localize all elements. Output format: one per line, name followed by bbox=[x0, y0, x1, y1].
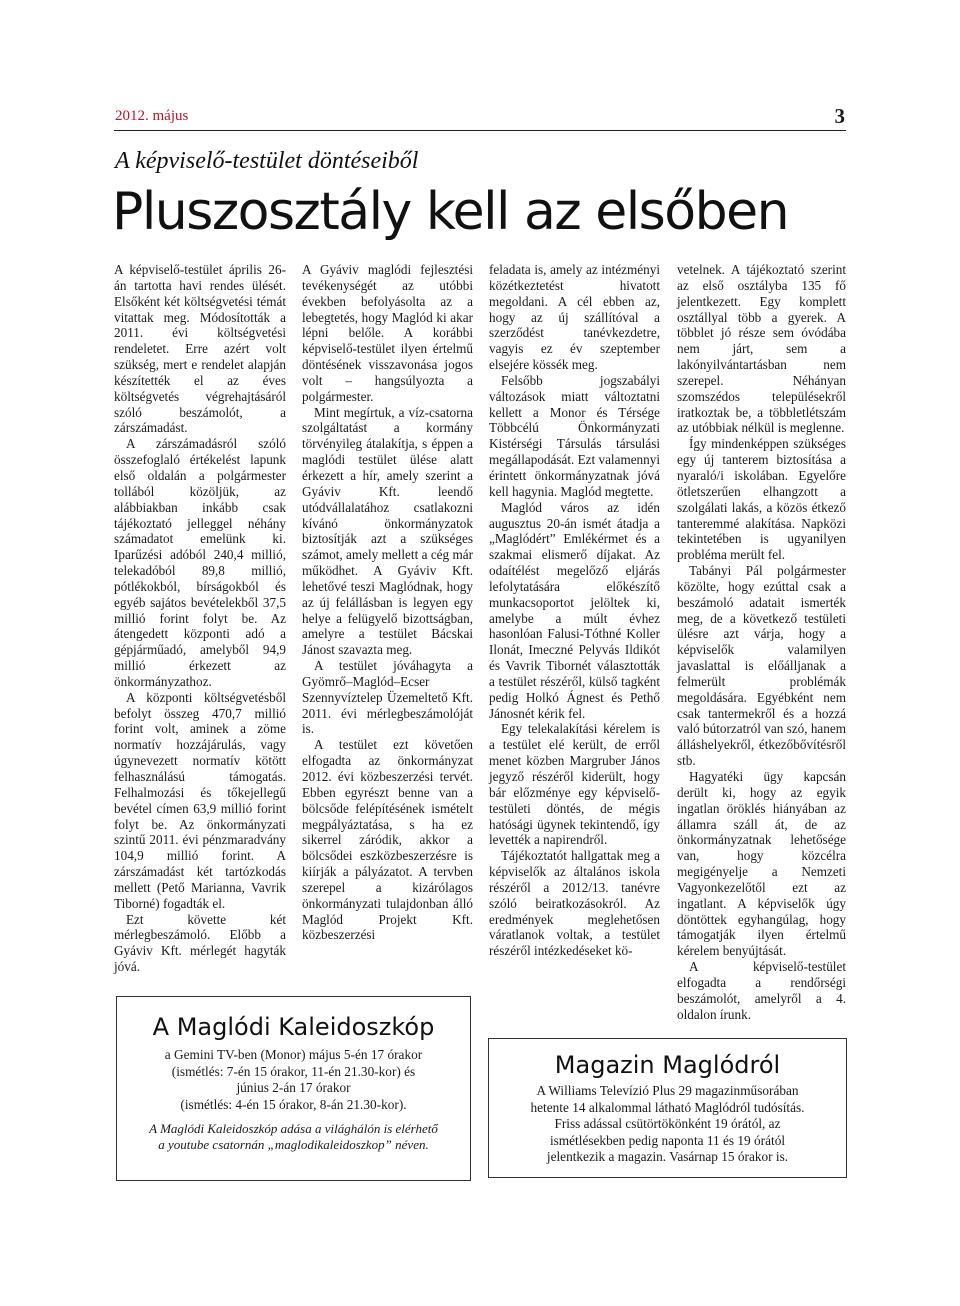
box-line: ismétlésekben pedig naponta 11 és 19 órától bbox=[549, 1132, 786, 1148]
box-line: A Williams Televízió Plus 29 magazinműsorában bbox=[536, 1083, 799, 1098]
box-line: június 2-án 17 órakor bbox=[236, 1080, 351, 1096]
paragraph: Így mindenképpen szükséges egy új tanterem biztosítása a nyaraló/i iskolában. Egyelőre ötletszerűen elhangzott a szolgálati lakás, a közös étkező tanteremmé alakítása. Napközi tekintetében is ugyanilyen probléma merült fel. bbox=[677, 436, 846, 563]
box-line: (ismétlés: 7-én 15 órakor, 11-én 21.30-kor) és bbox=[171, 1063, 416, 1079]
article-column-4 bbox=[677, 262, 846, 1023]
box-line: (ismétlés: 4-én 15 órakor, 8-án 21.30-kor). bbox=[180, 1096, 407, 1112]
header-divider bbox=[114, 130, 846, 131]
article-headline: Pluszosztály kell az elsőben bbox=[112, 182, 789, 242]
paragraph: A Gyáviv maglódi fejlesztési tevékenységét az utóbbi években befolyásolta az a lebegtetés, hogy Maglód ki akar lépni belőle. A korábbi képviselő-testület ilyen értelmű döntésének visszavonása jogos volt – hangsúlyozta a polgármester. bbox=[302, 262, 473, 404]
box-line: a Gemini TV-ben (Monor) május 5-én 17 órakor bbox=[164, 1047, 423, 1062]
box-line: hetente 14 alkalommal látható Maglódról tudósítás. bbox=[530, 1099, 805, 1115]
box-note-line: a youtube csatornán „maglodikaleidoszkop” néven. bbox=[158, 1137, 429, 1153]
paragraph: Egy telekalakítási kérelem is a testület elé került, de erről menet közben Margruber János jegyző részéről kiderült, hogy bár előzménye egy képviselő-testületi döntés, de mégis hatósági ügynek tekintendő, így levették a napirendről. bbox=[489, 721, 660, 848]
page-number: 3 bbox=[834, 104, 845, 128]
box-note bbox=[117, 1121, 470, 1153]
paragraph: A központi költségvetésből befolyt összeg 470,7 millió forint volt, aminek a zöme normatív hozzájárulás, vagy úgynevezett normatív kötött felhasználású támogatás. Felhalmozási és tőkejellegű bevétel címen 63,9 millió forint folyt be. Az önkormányzati szintű 2011. évi pénzmaradvány 104,9 millió forint. A zárszámadást két tartózkodás mellett (Pető Marianna, Vavrik Tiborné) fogadták el. bbox=[114, 689, 286, 911]
article-column-1 bbox=[114, 262, 286, 975]
paragraph: Felsőbb jogszabályi változások miatt változtatni kellett a Monor és Térsége Többcélú Önkormányzati Kistérségi Társulás társulási megállapodását. Ezt valamennyi érintett önkormányzatnak jóvá kell hagynia. Maglód megtette. bbox=[489, 372, 661, 499]
paragraph: A zárszámadásról szóló összefoglaló értékelést lapunk első oldalán a polgármester tollából közöljük, az alábbiakban inkább csak tájékoztató jelleggel néhány számadatot emelünk ki. Iparűzési adóból 240,4 millió, telekadóból 89,8 millió, pótlékokból, bírságokból és egyéb sajátos bevételekből 37,5 millió forint folyt be. Az átengedett központi adó a gépjárműadó, amelyből 94,9 millió érkezett az önkormányzathoz. bbox=[114, 436, 286, 689]
paragraph: Maglód város az idén augusztus 20-án ismét átadja a „Maglódért” Emlékérmet és a szakmai elismerő díjakat. Az odaítélést megelőző eljárás lefolytatására előkészítő munkacsoportot jelöltek ki, amelybe a múlt évhez hasonlóan Falusi-Tóthné Koller Ilonát, Imeczné Pelyvás Ildikót és Vavrik Tibornét választották a testület részéről, külső tagként pedig Holkó Ágnest és Pethő Jánosnét kérik fel. bbox=[489, 499, 660, 721]
paragraph: Tabányi Pál polgármester közölte, hogy ezúttal csak a beszámoló adatait ismerték meg, de a következő testületi ülésre azt várja, hogy a képviselők valamilyen javaslattal is előálljanak a felmerült problémák megoldására. Egyébként nem csak tantermekről és a hozzá való bútorzatról van szó, hanem álláshelyekről, étkezőbővítésről stb. bbox=[677, 563, 846, 769]
paragraph: Tájékoztatót hallgattak meg a képviselők az általános iskola részéről a 2012/13. tanévre szóló beiratkozásokról. Az eredmények meglehetősen váratlanok voltak, a testület részéről intézkedéseket kö- bbox=[489, 848, 660, 959]
section-kicker: A képviselő-testület döntéseiből bbox=[115, 148, 419, 174]
paragraph: Hagyatéki ügy kapcsán derült ki, hogy az egyik ingatlan öröklés hiányában az államra száll át, de az önkormányzatnak lehetősége van, hogy közcélra megigényelje a Nemzeti Vagyonkezelőtől ezt az ingatlant. A képviselők úgy döntöttek egyhangúlag, hogy támogatják ilyen értelmű kérelem benyújtását. bbox=[677, 769, 846, 959]
kaleidoszkop-info-box bbox=[116, 996, 471, 1181]
paragraph: feladata is, amely az intézményi közétkeztetést hivatott megoldani. A cél ebben az, hogy az új szállítóval a szerződést tanévkezdetre, vagyis ez év szeptember elsejére kössék meg. bbox=[489, 262, 660, 373]
magazin-info-box bbox=[488, 1038, 847, 1178]
paragraph: A képviselő-testület április 26-án tartotta havi rendes ülését. Elsőként két költségvetési témát vitattak meg. Módosították a 2011. évi költségvetési rendeletet. Erre azért volt szükség, mert e rendelet alapján készítették el az éves költségvetés végrehajtásáról szóló beszámolót, a zárszámadást. bbox=[114, 262, 286, 436]
box-title: A Maglódi Kaleidoszkóp bbox=[152, 1013, 435, 1041]
paragraph: A képviselő-testület elfogadta a rendőrségi beszámolót, amelyről a 4. oldalon írunk. bbox=[677, 959, 846, 1022]
box-line: Friss adással csütörtökönként 19 órától, az bbox=[554, 1116, 781, 1132]
paragraph: vetelnek. A tájékoztató szerint az első osztályba 135 fő jelentkezett. Egy komplett osztállyal több a gyerek. A többlet jó része sem óvódába nem járt, sem a lakónyilvántartásban nem szerepel. Néhányan szomszédos településekről iratkoztak be, a többletlétszám az utóbbiak nélkül is meglenne. bbox=[677, 262, 846, 436]
paragraph: Mint megírtuk, a víz-csatorna szolgáltatást a kormány törvényileg átalakítja, s éppen a maglódi testület ülése alatt érkezett a hír, amely szerint a Gyáviv Kft. leendő utódvállalatához csatlakozni kívánó önkormányzatok biztosítják azt a szükséges számot, amely mellett a cég már működhet. A Gyáviv Kft. lehetővé teszi Maglódnak, hogy az új felállásban is legyen egy helye a felügyelő bizottságban, amelyre a testület Bácskai Jánost szavazta meg. bbox=[302, 404, 473, 658]
box-note-line: A Maglódi Kaleidoszkóp adása a világhálón is elérhető bbox=[149, 1121, 438, 1137]
paragraph: A testület jóváhagyta a Gyömrő–Maglód–Ecser Szennyvíztelep Üzemeltető Kft. 2011. évi mérlegbeszámolóját is. bbox=[302, 658, 473, 737]
article-column-3 bbox=[489, 262, 660, 959]
box-line: jelentkezik a magazin. Vasárnap 15 órakor is. bbox=[546, 1149, 789, 1165]
paragraph: Ezt követte két mérlegbeszámoló. Előbb a Gyáviv Kft. mérlegét hagyták jóvá. bbox=[114, 911, 286, 975]
article-column-2 bbox=[302, 262, 473, 943]
issue-date: 2012. május bbox=[115, 108, 189, 124]
box-title: Magazin Maglódról bbox=[554, 1051, 781, 1079]
paragraph: A testület ezt követően elfogadta az önkormányzat 2012. évi közbeszerzési tervét. Ebben egyrészt benne van a bölcsőde felépítésének ismételt megpályáztatása, s ha ez sikerrel záródik, akkor a bölcsődei eszközbeszerzésre is kiírják a pályázatot. A tervben szerepel a kizárólagos önkormányzati tulajdonban álló Maglód Projekt Kft. közbeszerzési bbox=[302, 737, 473, 943]
